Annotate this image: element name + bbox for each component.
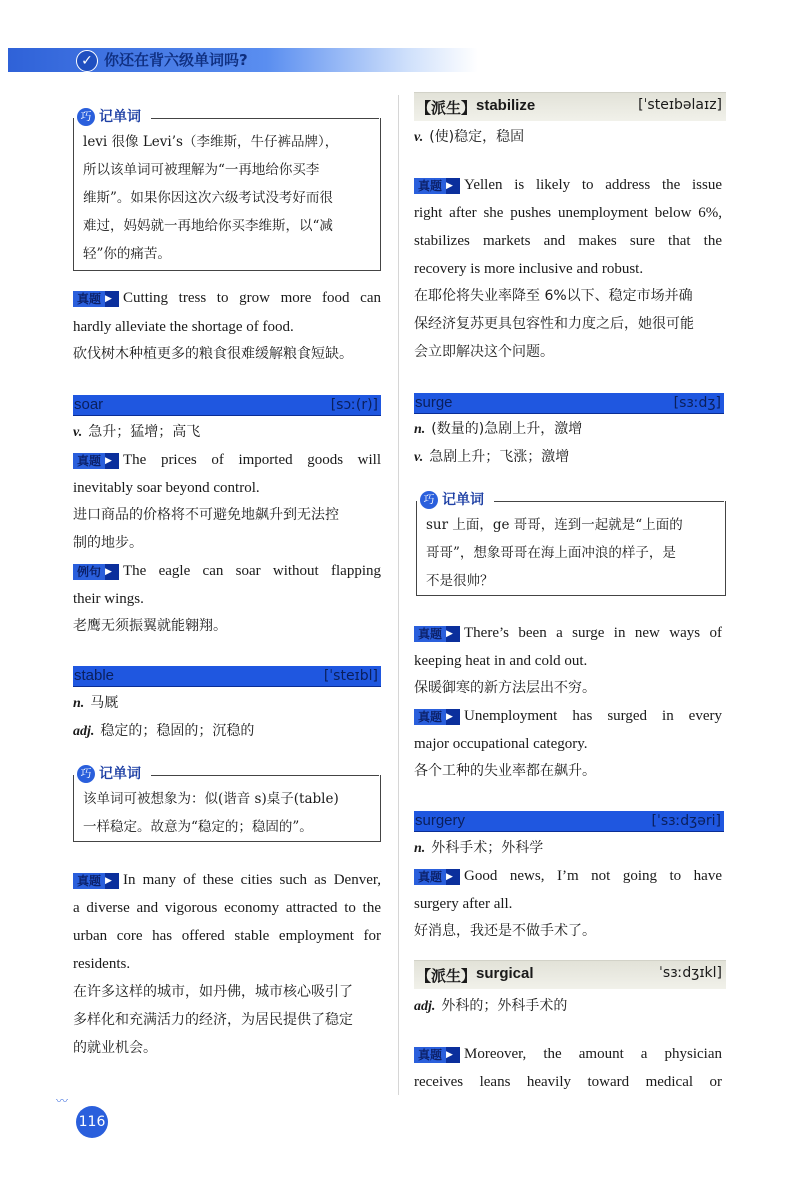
- memo-line: 难过，妈妈就一再地给你买李维斯，以“减: [83, 218, 333, 234]
- definition: [414, 127, 524, 148]
- bird-decoration-icon: 〰: [56, 1094, 69, 1108]
- zhenti-tag: 真题 ▶: [414, 709, 460, 725]
- example-en: The prices of imported goods will: [123, 452, 381, 468]
- zhenti-tag: 真题 ▶: [414, 626, 460, 642]
- memo-line: 一样稳定。故意为“稳定的；稳固的”。: [83, 819, 313, 835]
- headword-bar: [73, 395, 381, 416]
- example-en: right after she pushes unemployment below 6%,: [414, 205, 722, 221]
- derivative-label: 【派生】: [416, 99, 477, 117]
- memo-line: 所以该单词可被理解为“一再地给你买李: [83, 162, 320, 178]
- example-en: residents.: [73, 956, 131, 972]
- derivative-bar: [414, 960, 726, 989]
- example-en: inevitably soar beyond control.: [73, 480, 260, 496]
- headword: surgical: [476, 965, 534, 982]
- example-en: Moreover, the amount a physician: [464, 1046, 722, 1062]
- check-icon: ✓: [76, 50, 98, 72]
- phonetic: [ˈsteɪbl]: [323, 668, 378, 684]
- definition-text: 外科的；外科手术的: [441, 998, 568, 1014]
- zhenti-tag: 真题 ▶: [73, 873, 119, 889]
- example-line: [73, 288, 381, 308]
- memo-text: [83, 128, 373, 268]
- definition-text: 急剧上升；飞涨；激增: [429, 449, 570, 465]
- example-line: [414, 706, 722, 726]
- example-zh: 会立即解决这个问题。: [414, 344, 554, 360]
- phonetic: ˈsɜːdʒɪkl]: [659, 965, 722, 981]
- example-en: receives leans heavily toward medical or: [414, 1074, 722, 1090]
- example-en: hardly alleviate the shortage of food.: [73, 319, 294, 335]
- example-en: their wings.: [73, 591, 144, 607]
- headword: stable: [74, 667, 115, 684]
- memo-line: levi 很像 Levi’s（李维斯，牛仔裤品牌），: [83, 134, 339, 150]
- example-zh: 砍伐树木种植更多的粮食很难缓解粮食短缺。: [73, 346, 353, 362]
- page-header-title: 你还在背六级单词吗?: [104, 51, 248, 69]
- headword: stabilize: [476, 97, 536, 114]
- definition-text: (使)稳定，稳固: [429, 129, 525, 145]
- part-of-speech: adj.: [73, 724, 95, 739]
- example-zh: 老鹰无须振翼就能翱翔。: [73, 618, 227, 634]
- definition-text: 马厩: [90, 695, 119, 711]
- definition: [73, 721, 254, 742]
- headword-bar: [73, 666, 381, 687]
- definition: [414, 447, 569, 468]
- memo-line: 哥哥”，想象哥哥在海上面冲浪的样子，是: [426, 545, 676, 561]
- example-zh: 保经济复苏更具包容性和力度之后，她很可能: [414, 316, 694, 332]
- example-line: [73, 870, 381, 890]
- example-en: The eagle can soar without flapping: [123, 563, 381, 579]
- example-en: There’s been a surge in new ways of: [464, 625, 722, 641]
- definition-text: 外科手术；外科学: [431, 840, 544, 856]
- memo-title: 记单词: [99, 766, 141, 782]
- example-en: urban core has offered stable employment for: [73, 928, 381, 944]
- memo-line: sur 上面，ge 哥哥，连到一起就是“上面的: [426, 517, 683, 533]
- example-en: surgery after all.: [414, 896, 513, 912]
- zhenti-tag: 真题 ▶: [73, 453, 119, 469]
- part-of-speech: n.: [73, 696, 85, 711]
- example-zh: 多样化和充满活力的经济，为居民提供了稳定: [73, 1012, 353, 1028]
- part-of-speech: v.: [414, 450, 424, 465]
- zhenti-tag: 真题 ▶: [414, 869, 460, 885]
- column-divider: [398, 95, 399, 1095]
- part-of-speech: v.: [414, 130, 424, 145]
- page-number: 116: [76, 1106, 108, 1138]
- part-of-speech: adj.: [414, 999, 436, 1014]
- phonetic: [ˈsɜːdʒəri]: [651, 813, 721, 829]
- example-line: [414, 866, 722, 886]
- example-line: [73, 561, 381, 581]
- zhenti-tag: 真题 ▶: [414, 178, 460, 194]
- definition: [73, 422, 200, 443]
- example-en: Yellen is likely to address the issue: [464, 177, 722, 193]
- memo-text: [83, 785, 373, 841]
- definition: [414, 419, 582, 440]
- definition-text: 稳定的；稳固的；沉稳的: [100, 723, 255, 739]
- part-of-speech: n.: [414, 841, 426, 856]
- example-en: recovery is more inclusive and robust.: [414, 261, 644, 277]
- example-line: [414, 1044, 722, 1064]
- definition-text: 急升；猛增；高飞: [88, 424, 201, 440]
- definition-text: (数量的)急剧上升，激增: [431, 421, 583, 437]
- example-en: major occupational category.: [414, 736, 588, 752]
- zhenti-tag: 真题 ▶: [73, 291, 119, 307]
- qiao-icon: 巧: [420, 491, 438, 509]
- phonetic: [sɔː(r)]: [330, 397, 378, 413]
- phonetic: [sɜːdʒ]: [673, 395, 721, 411]
- qiao-icon: 巧: [77, 765, 95, 783]
- example-line: [414, 623, 722, 643]
- headword: soar: [74, 396, 104, 413]
- example-en: stabilizes markets and makes sure that the: [414, 233, 722, 249]
- definition: [414, 838, 543, 859]
- memo-line: 轻”你的痛苦。: [83, 246, 171, 262]
- definition: [73, 693, 118, 714]
- definition: [414, 996, 567, 1017]
- example-en: Cutting tress to grow more food can: [123, 290, 381, 306]
- headword-bar: [414, 811, 724, 832]
- example-zh: 制的地步。: [73, 535, 143, 551]
- memo-text: [426, 511, 720, 595]
- example-zh: 好消息，我还是不做手术了。: [414, 923, 596, 939]
- zhenti-tag: 真题 ▶: [414, 1047, 460, 1063]
- example-en: a diverse and vigorous economy attracted to the: [73, 900, 381, 916]
- derivative-bar: [414, 92, 726, 121]
- memo-line: 不是很帅？: [426, 573, 494, 589]
- example-en: Unemployment has surged in every: [464, 708, 722, 724]
- example-zh: 的就业机会。: [73, 1040, 157, 1056]
- memo-line: 该单词可被想象为：似(谐音 s)桌子(table): [83, 791, 339, 807]
- example-line: [73, 450, 381, 470]
- derivative-label: 【派生】: [416, 967, 477, 985]
- example-line: [414, 175, 722, 195]
- example-zh: 在耶伦将失业率降至 6%以下、稳定市场并确: [414, 288, 693, 304]
- example-zh: 各个工种的失业率都在飙升。: [414, 763, 596, 779]
- example-zh: 进口商品的价格将不可避免地飙升到无法控: [73, 507, 339, 523]
- example-zh: 保暖御寒的新方法层出不穷。: [414, 680, 596, 696]
- example-en: keeping heat in and cold out.: [414, 653, 588, 669]
- headword: surge: [415, 394, 453, 411]
- example-en: In many of these cities such as Denver,: [123, 872, 381, 888]
- memo-title: 记单词: [99, 109, 141, 125]
- example-en: Good news, I’m not going to have: [464, 868, 722, 884]
- memo-title: 记单词: [442, 492, 484, 508]
- phonetic: [ˈsteɪbəlaɪz]: [638, 97, 722, 113]
- headword: surgery: [415, 812, 466, 829]
- part-of-speech: v.: [73, 425, 83, 440]
- memo-line: 维斯”。如果你因这次六级考试没考好而很: [83, 190, 333, 206]
- part-of-speech: n.: [414, 422, 426, 437]
- headword-bar: [414, 393, 724, 414]
- liju-tag: 例句 ▶: [73, 564, 119, 580]
- qiao-icon: 巧: [77, 108, 95, 126]
- example-zh: 在许多这样的城市，如丹佛，城市核心吸引了: [73, 984, 353, 1000]
